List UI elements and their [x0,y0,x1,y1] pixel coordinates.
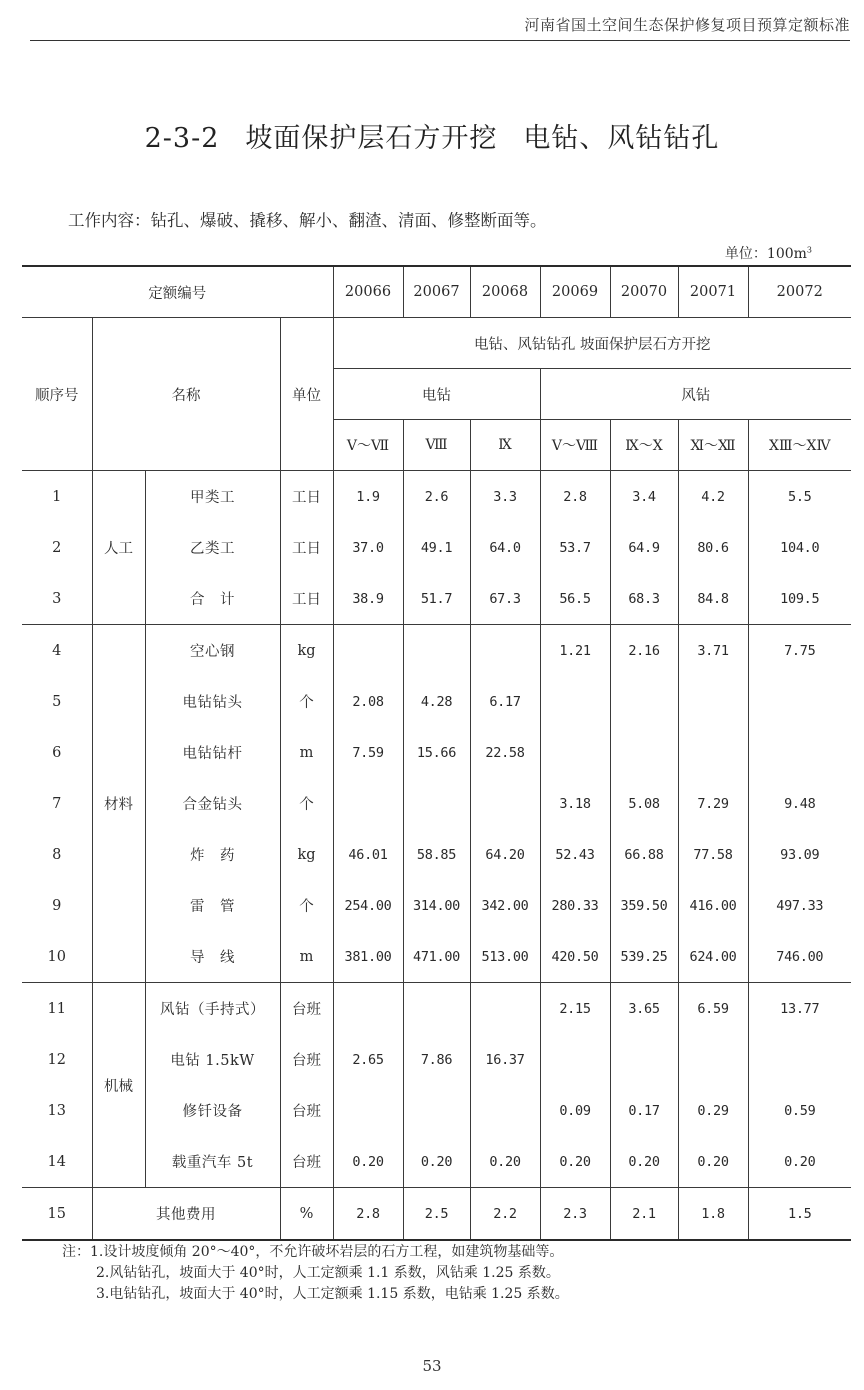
table-row [22,880,851,931]
row-value: 64.9 [610,522,678,573]
row-value: 2.6 [403,471,470,523]
row-value: 381.00 [333,931,403,983]
row-name: 乙类工 [145,522,280,573]
row-value: 4.2 [678,471,748,523]
row-value [403,983,470,1035]
row-value: 80.6 [678,522,748,573]
row-unit: kg [280,625,333,677]
row-value: 3.4 [610,471,678,523]
row-value: 0.20 [470,1136,540,1188]
note-item: 注：1.设计坡度倾角 20°～40°，不允许破坏岩层的石方工程，如建筑物基础等。 [62,1244,564,1260]
row-value [403,1085,470,1136]
row-value: 314.00 [403,880,470,931]
quota-code: 20069 [540,266,610,318]
row-value [470,983,540,1035]
row-value: 13.77 [748,983,851,1035]
row-value: 471.00 [403,931,470,983]
category-labor: 人工 [92,471,145,625]
row-value [540,727,610,778]
row-value: 1.8 [678,1188,748,1241]
row-value [610,727,678,778]
row-value [333,778,403,829]
row-value: 51.7 [403,573,470,625]
row-seq: 12 [22,1034,92,1085]
row-name: 甲类工 [145,471,280,523]
row-value: 37.0 [333,522,403,573]
row-unit: m [280,931,333,983]
row-name: 电钻 1.5kW [145,1034,280,1085]
row-value [540,1034,610,1085]
row-name: 其他费用 [92,1188,280,1241]
rock-grade: Ⅴ～Ⅷ [540,420,610,471]
row-seq: 13 [22,1085,92,1136]
row-value [748,1034,851,1085]
quota-code: 20066 [333,266,403,318]
row-value: 359.50 [610,880,678,931]
row-name: 合 计 [145,573,280,625]
group-title: 电钻、风钻钻孔 坡面保护层石方开挖 [333,318,851,369]
quota-code: 20072 [748,266,851,318]
table-row [22,1188,851,1241]
row-value: 420.50 [540,931,610,983]
quota-code: 20068 [470,266,540,318]
row-unit: 台班 [280,1034,333,1085]
unit-label-value: 100m [766,246,807,262]
row-name: 炸 药 [145,829,280,880]
row-value: 22.58 [470,727,540,778]
row-value: 1.5 [748,1188,851,1241]
table-row [22,1034,851,1085]
table-row [22,676,851,727]
row-value: 1.21 [540,625,610,677]
row-value: 104.0 [748,522,851,573]
subgroup-electric-drill: 电钻 [333,369,540,420]
unit-header: 单位 [280,318,333,471]
row-unit: 个 [280,880,333,931]
row-value: 3.71 [678,625,748,677]
row-value: 2.1 [610,1188,678,1241]
row-value: 2.65 [333,1034,403,1085]
row-value: 4.28 [403,676,470,727]
quota-code-label: 定额编号 [22,266,333,318]
section-title-text: 坡面保护层石方开挖 [245,123,498,154]
row-name: 雷 管 [145,880,280,931]
table-row [22,778,851,829]
row-seq: 15 [22,1188,92,1241]
row-seq: 8 [22,829,92,880]
subgroup-pneumatic-drill: 风钻 [540,369,851,420]
row-seq: 14 [22,1136,92,1188]
notes [62,1242,569,1305]
row-seq: 3 [22,573,92,625]
table-row [22,625,851,677]
row-value [678,1034,748,1085]
row-value: 58.85 [403,829,470,880]
quota-code: 20070 [610,266,678,318]
quota-code-row [22,266,851,318]
table-row [22,727,851,778]
table-row [22,471,851,523]
row-unit: kg [280,829,333,880]
row-value: 7.86 [403,1034,470,1085]
row-value: 746.00 [748,931,851,983]
unit-label-superscript: 3 [806,245,812,255]
row-value: 46.01 [333,829,403,880]
row-value: 2.3 [540,1188,610,1241]
row-value: 109.5 [748,573,851,625]
notes-prefix: 注： [62,1244,90,1260]
row-value: 2.15 [540,983,610,1035]
table-row [22,1136,851,1188]
section-code: 2-3-2 [144,123,220,154]
row-name: 导 线 [145,931,280,983]
row-value: 0.20 [540,1136,610,1188]
rock-grade: Ⅺ～Ⅻ [678,420,748,471]
row-value: 7.59 [333,727,403,778]
row-value: 1.9 [333,471,403,523]
row-value: 0.20 [333,1136,403,1188]
row-value [540,676,610,727]
row-value [333,625,403,677]
row-value [678,727,748,778]
row-value: 56.5 [540,573,610,625]
row-value: 497.33 [748,880,851,931]
row-seq: 9 [22,880,92,931]
table-row [22,522,851,573]
section-title [0,116,864,155]
table-row [22,931,851,983]
quota-code: 20067 [403,266,470,318]
row-value: 84.8 [678,573,748,625]
row-value: 38.9 [333,573,403,625]
group-title-row [22,318,851,369]
row-name: 合金钻头 [145,778,280,829]
row-value: 15.66 [403,727,470,778]
row-name: 风钻（手持式） [145,983,280,1035]
row-value: 0.29 [678,1085,748,1136]
row-unit: 工日 [280,471,333,523]
row-value: 64.0 [470,522,540,573]
table-row [22,573,851,625]
row-value: 0.09 [540,1085,610,1136]
row-value: 7.29 [678,778,748,829]
row-value: 7.75 [748,625,851,677]
row-value: 342.00 [470,880,540,931]
row-value: 3.18 [540,778,610,829]
row-value: 64.20 [470,829,540,880]
row-value: 0.20 [678,1136,748,1188]
row-value: 16.37 [470,1034,540,1085]
seq-header: 顺序号 [22,318,92,471]
rock-grade: Ⅸ [470,420,540,471]
row-value: 49.1 [403,522,470,573]
row-value: 52.43 [540,829,610,880]
quota-code: 20071 [678,266,748,318]
rock-grade: ⅩⅢ～ⅩⅣ [748,420,851,471]
row-value [748,727,851,778]
row-seq: 4 [22,625,92,677]
row-value: 66.88 [610,829,678,880]
unit-label-prefix: 单位： [724,246,767,262]
unit-label [725,243,812,263]
row-unit: m [280,727,333,778]
row-value: 68.3 [610,573,678,625]
row-value: 0.59 [748,1085,851,1136]
row-value: 2.08 [333,676,403,727]
row-seq: 10 [22,931,92,983]
row-seq: 1 [22,471,92,523]
row-name: 载重汽车 5t [145,1136,280,1188]
row-value [403,625,470,677]
rock-grade: Ⅸ～Ⅹ [610,420,678,471]
table-row [22,983,851,1035]
section-subtitle: 电钻、风钻钻孔 [523,123,720,154]
quota-table [22,265,851,1241]
row-value [470,1085,540,1136]
work-content: 工作内容：钻孔、爆破、撬移、解小、翻渣、清面、修整断面等。 [68,211,547,230]
row-value: 416.00 [678,880,748,931]
row-name: 修钎设备 [145,1085,280,1136]
row-value: 2.5 [403,1188,470,1241]
row-value: 0.20 [748,1136,851,1188]
row-value: 0.17 [610,1085,678,1136]
row-value: 53.7 [540,522,610,573]
row-value: 254.00 [333,880,403,931]
row-value: 5.5 [748,471,851,523]
row-value: 6.59 [678,983,748,1035]
row-value [678,676,748,727]
category-materials: 材料 [92,625,145,983]
row-value: 624.00 [678,931,748,983]
row-unit: 台班 [280,1136,333,1188]
row-value [470,625,540,677]
row-name: 电钻钻杆 [145,727,280,778]
row-seq: 6 [22,727,92,778]
row-unit: % [280,1188,333,1241]
row-value: 77.58 [678,829,748,880]
row-value: 6.17 [470,676,540,727]
rock-grade: Ⅴ～Ⅶ [333,420,403,471]
row-value [610,1034,678,1085]
row-value: 67.3 [470,573,540,625]
row-value: 9.48 [748,778,851,829]
row-value: 93.09 [748,829,851,880]
row-value [610,676,678,727]
row-value: 2.8 [333,1188,403,1241]
row-value: 280.33 [540,880,610,931]
category-machinery: 机械 [92,983,145,1188]
row-seq: 11 [22,983,92,1035]
row-value: 2.16 [610,625,678,677]
note-item: 2.风钻钻孔，坡面大于 40°时，人工定额乘 1.1 系数，风钻乘 1.25 系数。 [96,1265,560,1281]
row-value: 539.25 [610,931,678,983]
row-unit: 工日 [280,573,333,625]
table-row [22,829,851,880]
name-header: 名称 [92,318,280,471]
row-seq: 5 [22,676,92,727]
page-number: 53 [422,1357,442,1375]
row-name: 空心钢 [145,625,280,677]
row-value [403,778,470,829]
row-value: 0.20 [610,1136,678,1188]
row-unit: 工日 [280,522,333,573]
row-value: 3.65 [610,983,678,1035]
row-value [333,983,403,1035]
row-value: 2.2 [470,1188,540,1241]
row-seq: 2 [22,522,92,573]
row-value: 513.00 [470,931,540,983]
row-unit: 台班 [280,983,333,1035]
row-name: 电钻钻头 [145,676,280,727]
header-rule [30,40,850,41]
row-value [333,1085,403,1136]
row-value [470,778,540,829]
rock-grade: Ⅷ [403,420,470,471]
row-value: 5.08 [610,778,678,829]
note-item: 3.电钻钻孔，坡面大于 40°时，人工定额乘 1.15 系数，电钻乘 1.25 系数。 [96,1286,569,1302]
running-header: 河南省国土空间生态保护修复项目预算定额标准 [524,16,850,34]
row-unit: 台班 [280,1085,333,1136]
row-seq: 7 [22,778,92,829]
row-value [748,676,851,727]
row-value: 0.20 [403,1136,470,1188]
row-unit: 个 [280,778,333,829]
table-row [22,1085,851,1136]
row-unit: 个 [280,676,333,727]
row-value: 3.3 [470,471,540,523]
row-value: 2.8 [540,471,610,523]
